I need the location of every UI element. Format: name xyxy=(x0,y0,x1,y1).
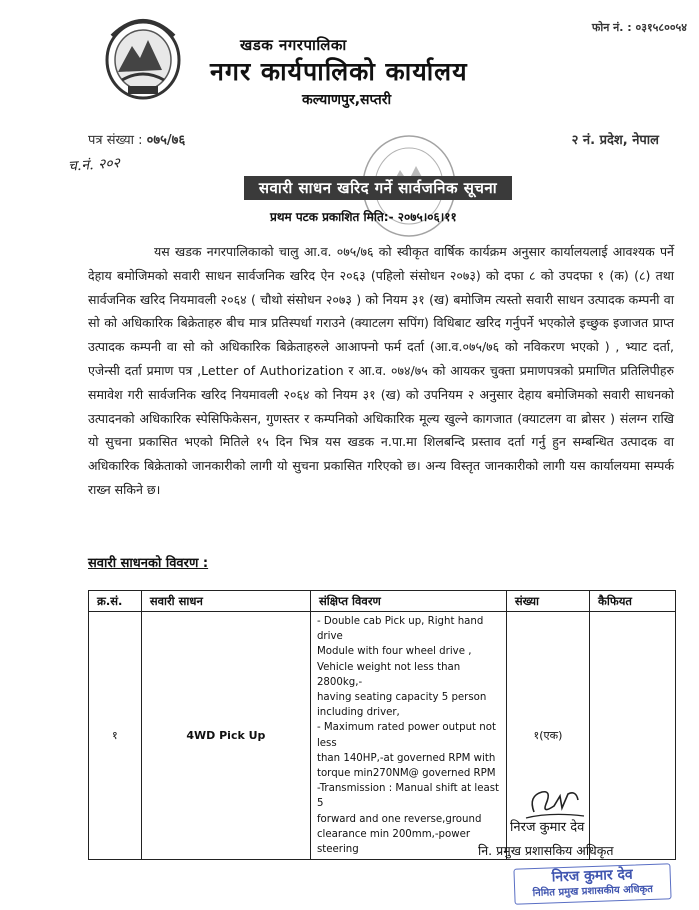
description-line: -Transmission : Manual shift at least 5 xyxy=(316,783,500,810)
publication-date: प्रथम पटक प्रकाशित मिति:- २०७५।०६।११ xyxy=(270,210,457,224)
column-header-remarks: कैफियत xyxy=(590,591,676,612)
office-address: कल्याणपुर,सप्तरी xyxy=(302,92,392,108)
column-header-quantity: संख्या xyxy=(506,591,589,612)
table-header-row xyxy=(89,591,676,612)
description-line: forward and one reverse,ground xyxy=(316,813,482,825)
table-row xyxy=(89,612,676,860)
handwritten-reference: च.नं. २०२ xyxy=(67,155,121,175)
office-name: नगर कार्यपालिको कार्यालय xyxy=(210,57,468,86)
notice-title: सवारी साधन खरिद गर्ने सार्वजनिक सूचना xyxy=(244,176,512,200)
description-list xyxy=(311,612,506,859)
column-header-sn: क्र.सं. xyxy=(89,591,142,612)
cell-sn: १ xyxy=(89,612,142,860)
province-label: २ नं. प्रदेश, नेपाल xyxy=(571,133,659,148)
description-line: having seating capacity 5 person xyxy=(316,692,487,704)
name-stamp xyxy=(513,863,671,904)
column-header-vehicle: सवारी साधन xyxy=(141,591,310,612)
stamp-title: निमित प्रमुख प्रशासकीय अधिकृत xyxy=(532,883,654,900)
column-header-description: संक्षिप्त विवरण xyxy=(310,591,506,612)
municipality-name: खडक नगरपालिका xyxy=(240,36,347,54)
government-emblem-icon xyxy=(102,10,184,102)
signer-name: निरज कुमार देव xyxy=(510,820,585,835)
description-line: Vehicle weight not less than 2800kg,- xyxy=(316,661,461,688)
notice-body xyxy=(88,240,674,502)
cell-remarks xyxy=(590,612,676,860)
vehicle-details-heading: सवारी साधनको विवरण : xyxy=(88,556,209,571)
cell-vehicle: 4WD Pick Up xyxy=(141,612,310,860)
description-line: Module with four wheel drive , xyxy=(316,646,472,658)
description-line: clearance min 200mm,-power steering xyxy=(316,828,471,856)
description-line: - Maximum rated power output not less xyxy=(316,722,496,749)
cell-description xyxy=(310,612,506,860)
signature-mark xyxy=(520,782,590,822)
signer-title: नि. प्रमुख प्रशासकिय अधिकृत xyxy=(478,843,614,858)
description-line: - Double cab Pick up, Right hand drive xyxy=(316,616,484,643)
notice-paragraph: यस खडक नगरपालिकाको चालु आ.व. ०७५/७६ को स्वीकृत वार्षिक कार्यक्रम अनुसार कार्यालयलाई आवश्यक पर्ने देहाय बमोजिमको सवारी साधन सार्वजनिक खरिद ऐन २०६३ (पहिलो संसोधन २०७३) को दफा ८ को उपदफा १ (क) (८) तथा सार्वजनिक खरिद नियमावली २०६४ ( चौथो संसोधन २०७३ ) को नियम ३१ (ख) बमोजिम त्यस्तो सवारी साधन उत्पादक कम्पनी वा सो को अधिकारिक बिक्रेताहरु बीच मात्र प्रतिस्पर्धा गराउने (क्याटलग सपिंग) विधिबाट खरिद गर्नुपर्ने भएकोले इच्छुक इजाजत प्राप्त उत्पादक कम्पनी वा सो को अधिकारिक बिक्रेताहरुले आआफ्नो फर्म दर्ता (आ.व.०७५/७६ को नविकरण भएको ) , भ्याट दर्ता, एजेन्सी दर्ता प्रमाण पत्र ,Letter of Authorization र आ.व. ०७४/७५ को आयकर चुक्ता प्रमाणपत्रको प्रमाणित प्रतिलिपीहरु समावेश गरी सार्वजनिक खरिद नियमावली २०६४ को नियम ३१ (ख) को उपनियम २ अनुसार देहाय बमोजिमको सवारी साधनको उत्पादनको अधिकारिक स्पेसिफिकेसन, गुणस्तर र कम्पनिको अधिकारिक मूल्य खुल्ने कागजात (क्याटलग वा ब्रोसर ) संलग्न राखि यो सुचना प्रकासित भएको मितिले १५ दिन भित्र यस खडक न.पा.मा शिलबन्दि प्रस्ताव दर्ता गर्नु हुन सम्बन्धित उत्पादक वा अधिकारिक बिक्रेताको जानकारीको लागी यो सुचना प्रकासित गरिएको छ। अन्य विस्तृत जानकारीको लागी यस कार्यालयमा सम्पर्क राख्न सकिने छ। xyxy=(88,244,674,497)
letter-number xyxy=(88,130,185,148)
letter-number-label: पत्र संख्या : xyxy=(88,133,143,148)
phone-number: फोन नं. : ०३१५८००५४ xyxy=(591,21,687,34)
cell-quantity: १(एक) xyxy=(506,612,589,860)
stamp-name: निरज कुमार देव xyxy=(551,866,633,886)
letter-number-value: ०७५/७६ xyxy=(146,133,186,148)
description-line: than 140HP,-at governed RPM with xyxy=(316,752,496,764)
description-line: torque min270NM@ governed RPM xyxy=(316,768,496,780)
description-line: including driver, xyxy=(316,707,400,719)
